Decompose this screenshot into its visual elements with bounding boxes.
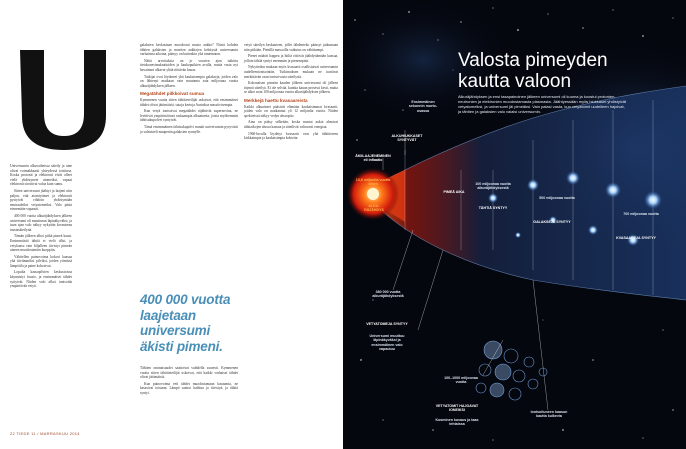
paragraph: Kun painovoima veti tähdet muodostamaan kasaumia, ne kasasivat toisiaan. Lämpö saattoi haihtua ja tiivistyä, ja tähtiä syntyi.	[140, 381, 238, 395]
label-700-million: 700 miljoonaa vuotta	[623, 212, 659, 216]
paragraph: Kokonaisen pimeän kauden jälkeen universumi oli jälleen täynnä säteilyä. Ei ole selvää, kuinka kauan prosessi kesti, mutta se alkoi noin 100 miljoonaa vuotta alkuräjähdyksen jälkeen.	[244, 81, 338, 95]
paragraph: Tähtien ominaisuudet saattoivat vaihdella suuresti. Kymmenen vuotta sitten tähtitieteilijät uskoivat, että kaikki varhaiset tähdet olivat jättimäisiä.	[140, 366, 238, 380]
paragraph: Aina on pääsy selkeään, koska mustat aukot ahmivat tähtiaikojen alussa kaasua ja säteilivät valtavasti energiaa.	[244, 120, 338, 129]
label-100-million: 100 miljoonaa vuotta alkuräjähdyksestä	[475, 182, 511, 191]
paragraph: Tutkijat ovat löytäneet yhä kaukaisempia galakseja, joiden valo on lähtenyt matkaan vain muutama sata miljoonaa vuotta alkuräjähdyksen jälkeen.	[140, 74, 238, 88]
label-reionization: VETYATOMIT HAJOAVAT IONEIKSI	[435, 404, 479, 413]
label-dark-age: PIMEÄ AIKA	[443, 190, 465, 194]
subheading: Merkkejä haettu kvasaareista	[244, 97, 308, 103]
paragraph: vetyä säteilyn keskuuteen, jollei tähdenteko päässyt jatkumaan niin pitkään. Pienillä massoilla vaikutus on vähäisempi.	[244, 43, 338, 52]
paragraph: Tämä ensimmäinen tähtisukupolvi muutti universumin pysyvästi ja valmisteli maaperän galaksien synnylle.	[140, 124, 238, 134]
label-transparent: Universumi muuttuu läpinäkyväksi ja ensimmäinen valo vapautuu	[369, 334, 405, 352]
paragraph: 1960-luvulla löydetyt kvasaarit ovat yhä tähtitieteen kirkkaimpia ja kaukaisimpia kohteita.	[244, 131, 338, 141]
label-quasars-born: KVASAAREJA SYNTYY	[616, 236, 656, 240]
label-500-million: 500 miljoonaa vuotta	[539, 196, 575, 200]
label-380000-years: 380 000 vuotta alkuräjähdyksestä	[372, 290, 404, 299]
label-100-1000-million: 100–1000 miljoonaa vuotta	[444, 376, 478, 385]
pull-quote: 400 000 vuotta laajetaan universumi äkisti pimeni.	[140, 292, 231, 354]
paragraph: Sitten universumi jäähtyi ja laajeni niin paljon, että atomiytimet ja elektronit pystyivät vihdoin yhdistymään neutraaleiksi vetyatomeiksi. Valo pääsi etenemään vapaasti.	[10, 188, 72, 212]
column-2-bottom	[140, 366, 238, 398]
infographic-intro: Alkuräjähdyksen ja ensi tasapainoinen jälkeen universumi oli kuuma ja koostui protonien, neutronien ja elektronien muodostamasta plasmasta. Jäähtyessään myös hiukkaset yhdistyivät vetyatomeiksi, ja universumi jäi pimeäksi. Vain palasi vasta, kun vetyatomit uudelleen hajoivat, ja tähtien ja galaksien valo valaisi universumin.	[458, 94, 627, 114]
paragraph: Vähitellen painovoima kokosi kaasua yhä tiiviimmiksi pilviksi, joiden ytimissä lämpötila ja paine kohosivat.	[10, 254, 72, 268]
big-bang-core	[367, 188, 379, 200]
paragraph: Pienet määrät happea ja hiiltä riittivät jäähdyttämään kaasua, jolloin tähtiä syntyi enemmän ja pienempinä.	[244, 54, 338, 63]
label-first-second: Ensimmäinen sekunnin murto-osassa	[408, 100, 438, 113]
page-folio: 22 TIEDE 11 / MARRASKUU 2014	[10, 431, 80, 436]
label-ionized-gas: Ionisoituneen kaasun kautta kulkevia	[530, 410, 568, 419]
label-particles: ALKUHIUKKASET SYNTYVÄT	[391, 134, 423, 143]
label-cosmic-view: Kosminen kuvaus ja taas tehtaissa	[435, 418, 479, 427]
drop-cap-u	[14, 44, 112, 154]
label-stars-born: TÄHTIÄ SYNTYY	[478, 206, 508, 210]
column-1	[10, 164, 72, 291]
paragraph: Lopulta kaasupilvien keskustoissa käynnistyi fuusio, ja ensimmäiset tähdet syttyivät. Niiden valo alkoi ionisoida ympäröivää vetyä.	[10, 270, 72, 289]
paragraph: 400 000 vuotta alkuräjähdyksen jälkeen universumi oli muuttunut läpinäkyväksi, ja tuon ajan valo näkyy nykyään kosmisena taustasäteilynä.	[10, 213, 72, 232]
paragraph: Nykytiedon mukaan myös kvasaarit osallistuivat universumin uudelleenionisointiin. Tutkimuksen mukaan ne tuottivat merkittävän osan ionisoivasta säteilystä.	[244, 65, 338, 79]
label-galaxies-born: GALAKSEJA SYNTYY	[533, 220, 571, 224]
paragraph: Kaikki alkuaineet pääsivät elämään kaukaisimmat kvasaarit, joiden valo on matkannut yli 12 miljardia vuotta. Niiden spektreissä näkyy vedyn absorptio.	[244, 104, 338, 118]
paragraph: Näitä arvoituksia on jo vuosien ajan tutkittu tietokonesimulaatioiden ja kaukoputkien avulla, mutta vasta nyt havainnot alkavat yltää riittävän kauas.	[140, 58, 238, 72]
paragraph: Kun vetyä ionisoivat megatähdet räjähtivät supernovina, ne levittivät ympäristöönsä raskaampia alkuaineita, joista myöhemmät tähtisukupolvet syntyivät.	[140, 109, 238, 123]
column-2	[140, 43, 238, 136]
paragraph: galaksien keskustaan muodostui musta aukko? Niistä kohden tähtien galaksien ja mustien aukkojen kehitystä universumin varhaisina aikoina, pääsyy on kuitenkin yhä tuntematon.	[140, 43, 238, 57]
column-3	[244, 43, 338, 143]
paragraph: Tämän jälkeen alkoi pitkä pimeä kausi. Ensimmäisiä tähtiä ei vielä ollut, ja vetykaasu vain hiljalleen tiivistyi pimeän aineen muodostamiin kuoppiin.	[10, 234, 72, 253]
label-hydrogen-atoms: VETYATOMEJA SYNTYY	[366, 322, 408, 326]
label-13-8-billion: 13,8 miljardia vuotta sitten	[355, 178, 391, 187]
paragraph: Kymmenen vuotta sitten tähtitieteilijät uskoivat, että ensimmäiset tähdet olivat jättimäisiä, satoja kertoja Aurinkoa massiivisempia.	[140, 97, 238, 107]
infographic-title: Valosta pimeyden kautta valoon	[458, 50, 608, 92]
right-page-infographic	[343, 0, 686, 449]
subheading: Megatähdet pilkkoivat sumua	[140, 91, 205, 97]
paragraph: Universumin alkuvaiheissa säteily ja aine olivat voimakkaasti yhteydessä toisiinsa. Koska protonit ja elektronit eivät olleet vielä yhdistyneet atomeiksi, vapaat elektronit sirottivat valoa kuin sumu.	[10, 164, 72, 187]
label-big-bang: ALKU-RÄJÄHDYS	[364, 204, 384, 213]
label-inflation: ÄKIILAAJENEMINEN eli inflaatio	[355, 154, 391, 163]
